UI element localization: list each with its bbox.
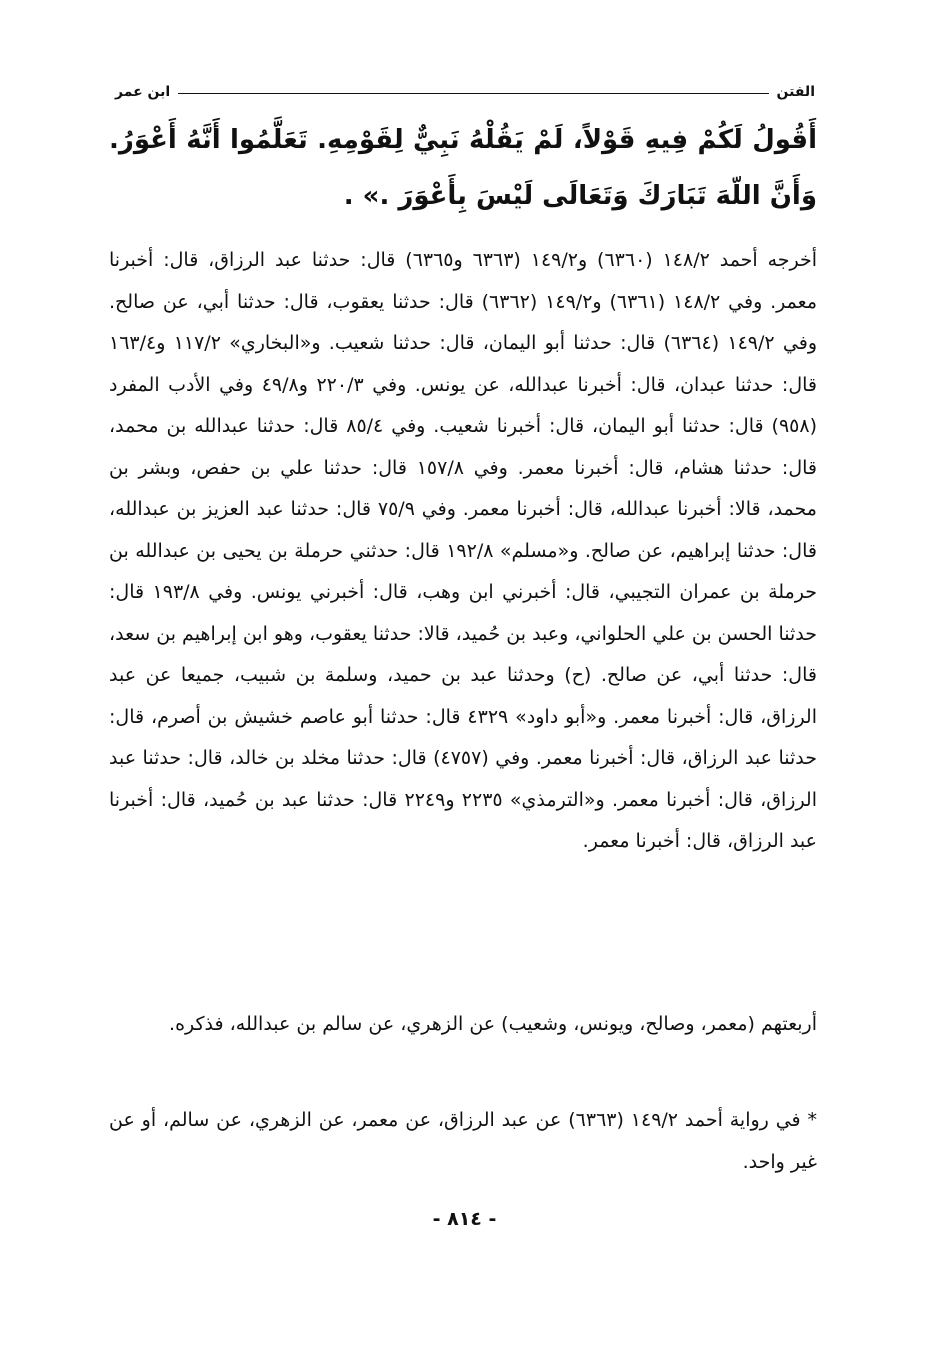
- running-header: [115, 80, 815, 104]
- narrator-title: ابن عمر: [115, 84, 171, 100]
- chapter-title: الفتن: [776, 84, 815, 100]
- hadith-text: أَقُولُ لَكُمْ فِيهِ قَوْلاً، لَمْ يَقُلْهُ نَبِيٌّ لِقَوْمِهِ. تَعَلَّمُوا أَنَّهُ أَعْوَرُ. وَأَنَّ اللّهَ تَبَارَكَ وَتَعَالَى لَيْسَ بِأَعْوَرَ .» .: [109, 125, 817, 211]
- isnad-summary-paragraph: أربعتهم (معمر، وصالح، ويونس، وشعيب) عن الزهري، عن سالم بن عبدالله، فذكره.: [169, 1013, 817, 1035]
- page-number: - ٨١٤ -: [432, 1208, 497, 1230]
- takhrij-paragraph: أخرجه أحمد ١٤٨/٢ (٦٣٦٠) و١٤٩/٢ (٦٣٦٣ و٦٣٦٥) قال: حدثنا عبد الرزاق، قال: أخبرنا معمر. وفي ١٤٨/٢ (٦٣٦١) و١٤٩/٢ (٦٣٦٢) قال: حدثنا يعقوب، قال: حدثنا أبي، عن صالح. وفي ١٤٩/٢ (٦٣٦٤) قال: حدثنا أبو اليمان، قال: حدثنا شعيب. و«البخاري» ١١٧/٢ و١٦٣/٤ قال: حدثنا عبدان، قال: أخبرنا عبدالله، عن يونس. وفي ٢٢٠/٣ و٤٩/٨ وفي الأدب المفرد (٩٥٨) قال: حدثنا أبو اليمان، قال: أخبرنا شعيب. وفي ٨٥/٤ قال: حدثنا عبدالله بن محمد، قال: حدثنا هشام، قال: أخبرنا معمر. وفي ١٥٧/٨ قال: حدثنا علي بن حفص، وبشر بن محمد، قالا: أخبرنا عبدالله، قال: أخبرنا معمر. وفي ٧٥/٩ قال: حدثنا عبد العزيز بن عبدالله، قال: حدثنا إبراهيم، عن صالح. و«مسلم» ١٩٢/٨ قال: حدثني حرملة بن يحيى بن عبدالله بن حرملة بن عمران التجيبي، قال: أخبرني ابن وهب، قال: أخبرني يونس. وفي ١٩٣/٨ قال: حدثنا الحسن بن علي الحلواني، وعبد بن حُميد، قالا: حدثنا يعقوب، وهو ابن إبراهيم بن سعد، قال: حدثنا أبي، عن صالح. (ح) وحدثنا عبد بن حميد، وسلمة بن شبيب، جميعا عن عبد الرزاق، قال: أخبرنا معمر. و«أبو داود» ٤٣٢٩ قال: حدثنا أبو عاصم خشيش بن أصرم، قال: حدثنا عبد الرزاق، قال: أخبرنا معمر. وفي (٤٧٥٧) قال: حدثنا مخلد بن خالد، قال: حدثنا عبد الرزاق، قال: أخبرنا معمر. و«الترمذي» ٢٢٣٥ و٢٢٤٩ قال: حدثنا عبد بن حُميد، قال: أخبرنا عبد الرزاق، قال: أخبرنا معمر.: [109, 249, 818, 852]
- header-rule: [178, 93, 768, 94]
- variant-note-paragraph: * في رواية أحمد ١٤٩/٢ (٦٣٦٣) عن عبد الرزاق، عن معمر، عن الزهري، عن سالم، أو عن غير واحد.: [109, 1109, 818, 1173]
